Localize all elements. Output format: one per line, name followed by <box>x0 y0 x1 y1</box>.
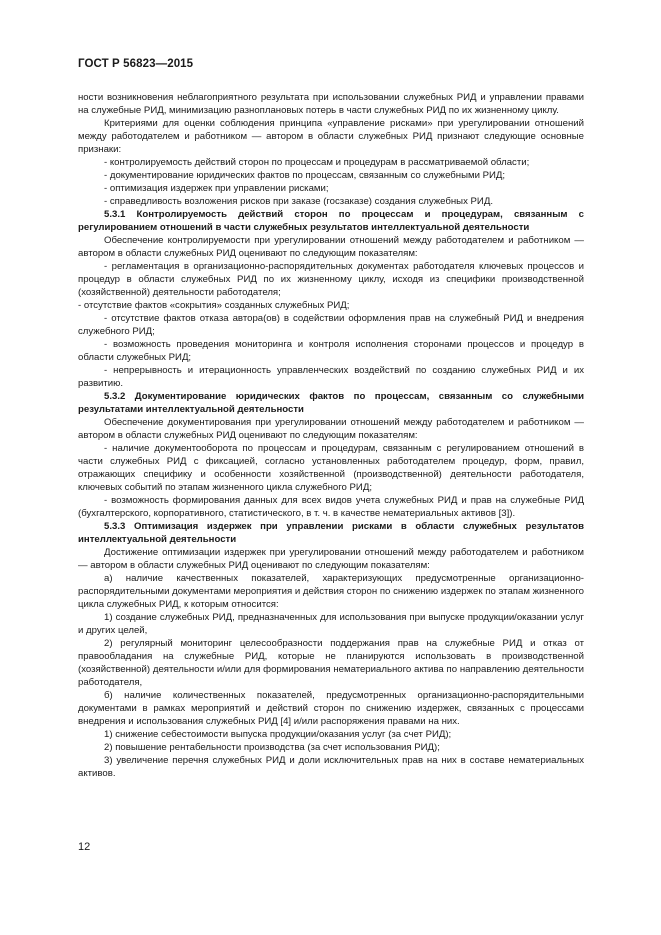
section-heading-5-3-3: 5.3.3 Оптимизация издержек при управлении рисками в области служебных результатов интеллектуальной деятельности <box>78 521 584 545</box>
list-item: - отсутствие фактов «сокрытия» созданных служебных РИД; <box>78 300 350 311</box>
paragraph: ности возникновения неблагоприятного результата при использовании служебных РИД и управлении правами на служебные РИД, минимизацию разноплановых потерь в части служебных РИД по их жизненному циклу. <box>78 92 584 116</box>
list-item: - документирование юридических фактов по процессам, связанным со служебными РИД; <box>104 170 506 181</box>
list-item: 1) создание служебных РИД, предназначенных для использования при выпуске продукции/оказании услуг и других целей, <box>78 612 584 636</box>
list-item: 3) увеличение перечня служебных РИД и доли исключительных прав на них в составе нематериальных активов. <box>78 755 584 779</box>
list-item: - справедливость возложения рисков при заказе (госзаказе) создания служебных РИД. <box>104 196 493 207</box>
list-item: 2) регулярный мониторинг целесообразности поддержания прав на служебные РИД и отказ от правообладания на служебные РИД, которые не планируются использовать в производственной (хозяйственной) деятельности и/или для формирования нематериального актива по направлению деятельности работодателя, <box>78 638 584 688</box>
list-item: 2) повышение рентабельности производства (за счет использования РИД); <box>104 742 440 753</box>
section-heading-5-3-2: 5.3.2 Документирование юридических фактов по процессам, связанным со служебными результатами интеллектуальной деятельности <box>78 391 584 415</box>
list-item: - отсутствие фактов отказа автора(ов) в содействии оформления прав на служебный РИД и внедрения служебного РИД; <box>78 313 584 337</box>
page-number: 12 <box>78 841 91 853</box>
standard-header: ГОСТ Р 56823—2015 <box>78 58 194 70</box>
section-heading-5-3-1: 5.3.1 Контролируемость действий сторон по процессам и процедурам, связанным с регулированием отношений в части служебных результатов интеллектуальной деятельности <box>78 209 584 233</box>
paragraph: Критериями для оценки соблюдения принципа «управление рисками» при урегулировании отношений между работодателем и работником — автором в области служебных РИД признают следующие основные признаки: <box>78 118 584 155</box>
list-item: 1) снижение себестоимости выпуска продукции/оказания услуг (за счет РИД); <box>104 729 452 740</box>
list-item: - непрерывность и итерационность управленческих воздействий по созданию служебных РИД и их развитию. <box>78 365 584 389</box>
paragraph: Обеспечение контролируемости при урегулировании отношений между работодателем и работником — автором в области служебных РИД оценивают по следующим показателям: <box>78 235 584 259</box>
list-item: - возможность проведения мониторинга и контроля исполнения сторонами процессов и процедур в области служебных РИД; <box>78 339 584 363</box>
paragraph: Достижение оптимизации издержек при урегулировании отношений между работодателем и работником — автором в области служебных РИД оценивают по следующим показателям: <box>78 547 584 571</box>
paragraph: Обеспечение документирования при урегулировании отношений между работодателем и работником — автором в области служебных РИД оценивают по следующим показателям: <box>78 417 584 441</box>
list-item: б) наличие количественных показателей, предусмотренных организационно-распорядительными документами в рамках мероприятий и действий сторон по снижению издержек, связанных с процессами внедрения и использования служебных РИД [4] и/или распоряжения правами на них. <box>78 690 584 727</box>
document-body <box>78 91 584 780</box>
list-item: а) наличие качественных показателей, характеризующих предусмотренные организационно-распорядительными документами мероприятия и действия сторон по снижению издержек по этапам жизненного цикла служебных РИД, к которым относится: <box>78 573 584 610</box>
list-item: - регламентация в организационно-распорядительных документах работодателя ключевых процессов и процедур в области служебных РИД по их жизненному циклу, исходя из специфики производственной (хозяйственной) деятельности работодателя; <box>78 261 584 298</box>
list-item: - оптимизация издержек при управлении рисками; <box>104 183 329 194</box>
list-item: - наличие документооборота по процессам и процедурам, связанным с регулированием отношений в части служебных РИД с фиксацией, согласно установленных работодателем процедур, форм, правил, отражающих специфику и особенности хозяйственной (производственной) деятельности работодателя, ключевых событий по этапам жизненного цикла служебного РИД; <box>78 443 584 493</box>
list-item: - контролируемость действий сторон по процессам и процедурам в рассматриваемой области; <box>104 157 530 168</box>
list-item: - возможность формирования данных для всех видов учета служебных РИД и прав на служебные РИД (бухгалтерского, корпоративного, статистического, в т. ч. в качестве нематериальных активов [3]). <box>78 495 584 519</box>
